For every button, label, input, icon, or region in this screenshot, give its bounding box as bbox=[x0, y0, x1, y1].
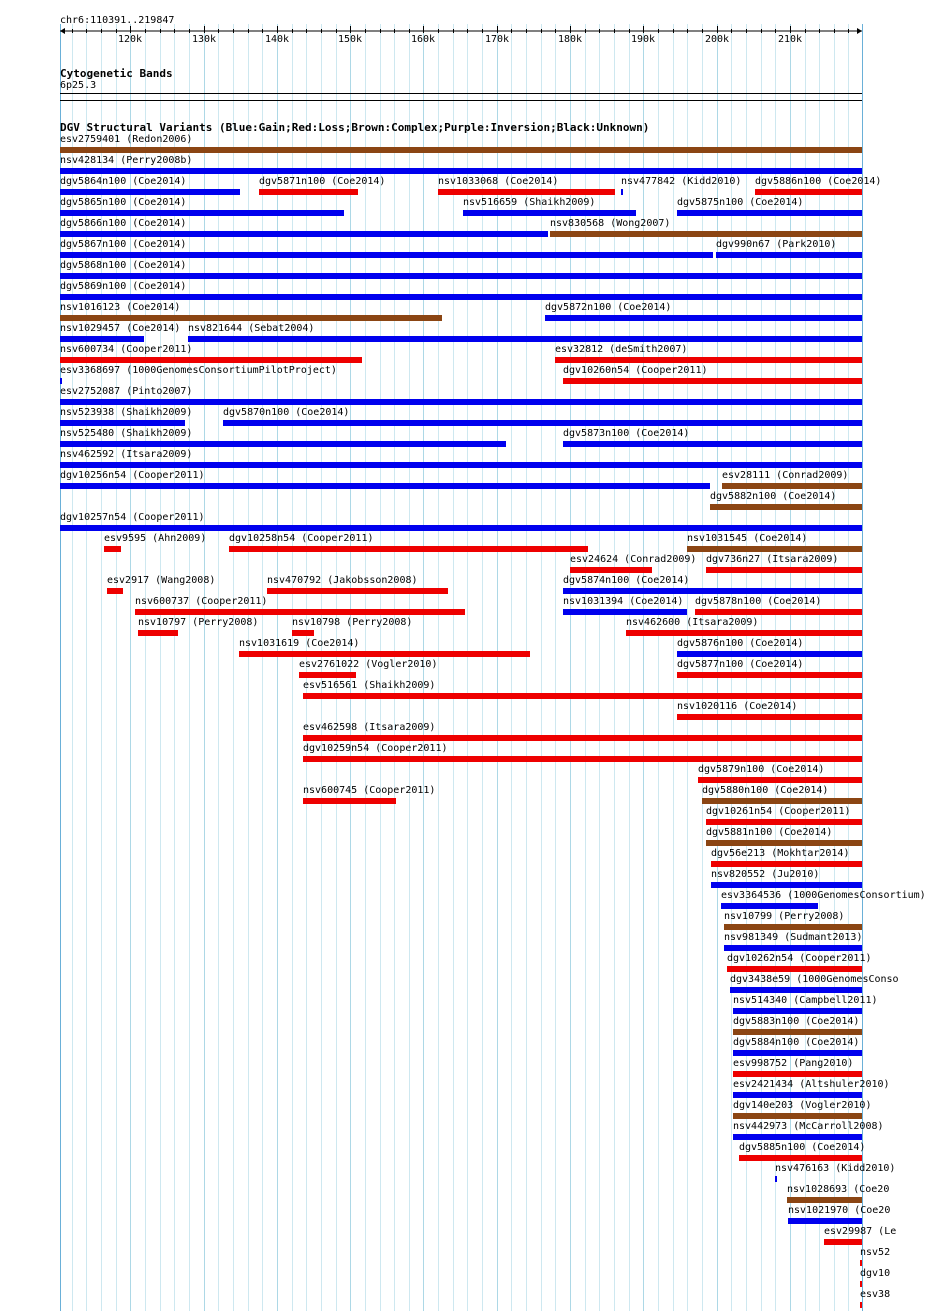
cytoband-bottom-line bbox=[60, 100, 862, 101]
variant-label[interactable]: dgv56e213 (Mokhtar2014) bbox=[711, 848, 850, 859]
ruler-tick-label: 190k bbox=[630, 34, 656, 45]
variant-label[interactable]: dgv140e203 (Vogler2010) bbox=[733, 1100, 872, 1111]
variant-bar-gain[interactable] bbox=[677, 651, 862, 657]
variant-label[interactable]: esv462598 (Itsara2009) bbox=[303, 722, 436, 733]
variant-bar-gain[interactable] bbox=[60, 441, 506, 447]
variant-label[interactable]: dgv5874n100 (Coe2014) bbox=[563, 575, 690, 586]
variant-bar-loss[interactable] bbox=[60, 357, 362, 363]
variant-bar-complex[interactable] bbox=[733, 1029, 862, 1035]
variant-bar-gain[interactable] bbox=[60, 189, 240, 195]
variant-label[interactable]: dgv5868n100 (Coe2014) bbox=[60, 260, 187, 271]
variant-bar-complex[interactable] bbox=[687, 546, 862, 552]
variant-bar-gain[interactable] bbox=[788, 1218, 862, 1224]
variant-label[interactable]: dgv10 bbox=[860, 1268, 891, 1279]
variant-bar-loss[interactable] bbox=[824, 1239, 862, 1245]
variant-label[interactable]: dgv10262n54 (Cooper2011) bbox=[727, 953, 872, 964]
variant-bar-gain[interactable] bbox=[563, 588, 862, 594]
variant-label[interactable]: dgv10261n54 (Cooper2011) bbox=[706, 806, 851, 817]
variant-bar-complex[interactable] bbox=[60, 147, 862, 153]
variant-label[interactable]: dgv5885n100 (Coe2014) bbox=[739, 1142, 866, 1153]
variant-label[interactable]: esv38 bbox=[860, 1289, 891, 1300]
variant-bar-loss[interactable] bbox=[107, 588, 123, 594]
variant-bar-gain[interactable] bbox=[60, 525, 862, 531]
variant-bar-loss[interactable] bbox=[695, 609, 862, 615]
variant-label[interactable]: dgv5882n100 (Coe2014) bbox=[710, 491, 837, 502]
variant-bar-gain[interactable] bbox=[60, 168, 862, 174]
variant-bar-complex[interactable] bbox=[710, 504, 862, 510]
variant-bar-loss[interactable] bbox=[299, 672, 356, 678]
variant-label[interactable]: nsv52 bbox=[860, 1247, 891, 1258]
variant-label[interactable]: dgv3438e59 (1000GenomesConso bbox=[730, 974, 899, 985]
variant-label[interactable]: nsv1029457 (Coe2014) bbox=[60, 323, 181, 334]
variant-bar-loss[interactable] bbox=[555, 357, 862, 363]
variant-label[interactable]: esv2421434 (Altshuler2010) bbox=[733, 1079, 890, 1090]
variant-label[interactable]: nsv1016123 (Coe2014) bbox=[60, 302, 181, 313]
variant-label[interactable]: dgv5869n100 (Coe2014) bbox=[60, 281, 187, 292]
variant-label[interactable]: dgv5872n100 (Coe2014) bbox=[545, 302, 672, 313]
variant-bar-gain[interactable] bbox=[60, 336, 144, 342]
variant-bar-loss[interactable] bbox=[303, 798, 396, 804]
variant-bar-gain[interactable] bbox=[60, 273, 862, 279]
variant-label[interactable]: nsv1031545 (Coe2014) bbox=[687, 533, 808, 544]
variant-label[interactable]: dgv5880n100 (Coe2014) bbox=[702, 785, 829, 796]
variant-label[interactable]: dgv5870n100 (Coe2014) bbox=[223, 407, 350, 418]
variant-bar-complex[interactable] bbox=[702, 798, 862, 804]
variant-bar-loss[interactable] bbox=[239, 651, 530, 657]
variant-bar-loss[interactable] bbox=[135, 609, 465, 615]
dgv-track-title: DGV Structural Variants (Blue:Gain;Red:Loss;Brown:Complex;Purple:Inversion;Black:Unknown) bbox=[60, 121, 650, 134]
variant-label[interactable]: nsv516659 (Shaikh2009) bbox=[463, 197, 596, 208]
variant-bar-gain[interactable] bbox=[716, 252, 862, 258]
variant-label[interactable]: esv32812 (deSmith2007) bbox=[555, 344, 688, 355]
variant-label[interactable]: dgv5864n100 (Coe2014) bbox=[60, 176, 187, 187]
variant-bar-loss[interactable] bbox=[727, 966, 862, 972]
variant-label[interactable]: esv29987 (Le bbox=[824, 1226, 897, 1237]
variant-label[interactable]: nsv442973 (McCarroll2008) bbox=[733, 1121, 884, 1132]
variant-label[interactable]: dgv5881n100 (Coe2014) bbox=[706, 827, 833, 838]
variant-label[interactable]: dgv10259n54 (Cooper2011) bbox=[303, 743, 448, 754]
variant-bar-gain[interactable] bbox=[60, 378, 62, 384]
ruler-tick-label: 200k bbox=[704, 34, 730, 45]
variant-bar-loss[interactable] bbox=[104, 546, 121, 552]
variant-label[interactable]: nsv600737 (Cooper2011) bbox=[135, 596, 268, 607]
variant-bar-loss[interactable] bbox=[860, 1302, 862, 1308]
variant-label[interactable]: dgv5879n100 (Coe2014) bbox=[698, 764, 825, 775]
variant-bar-loss[interactable] bbox=[570, 567, 652, 573]
variant-label[interactable]: nsv820552 (Ju2010) bbox=[711, 869, 820, 880]
variant-label[interactable]: nsv470792 (Jakobsson2008) bbox=[267, 575, 418, 586]
variant-bar-gain[interactable] bbox=[775, 1176, 777, 1182]
region-label: chr6:110391..219847 bbox=[60, 15, 175, 26]
variant-label[interactable]: nsv1031394 (Coe2014) bbox=[563, 596, 684, 607]
variant-label[interactable]: dgv5871n100 (Coe2014) bbox=[259, 176, 386, 187]
variant-label[interactable]: dgv5883n100 (Coe2014) bbox=[733, 1016, 860, 1027]
variant-label[interactable]: dgv5876n100 (Coe2014) bbox=[677, 638, 804, 649]
variant-bar-loss[interactable] bbox=[229, 546, 588, 552]
ruler-tick-label: 150k bbox=[337, 34, 363, 45]
variant-bar-loss[interactable] bbox=[706, 567, 862, 573]
variant-bar-loss[interactable] bbox=[138, 630, 178, 636]
variant-label[interactable]: nsv1021970 (Coe20 bbox=[788, 1205, 891, 1216]
variant-label[interactable]: dgv10258n54 (Cooper2011) bbox=[229, 533, 374, 544]
variant-label[interactable]: nsv821644 (Sebat2004) bbox=[188, 323, 315, 334]
variant-label[interactable]: nsv981349 (Sudmant2013) bbox=[724, 932, 863, 943]
variant-bar-loss[interactable] bbox=[563, 378, 862, 384]
variant-label[interactable]: dgv10257n54 (Cooper2011) bbox=[60, 512, 205, 523]
variant-label[interactable]: esv2917 (Wang2008) bbox=[107, 575, 216, 586]
variant-label[interactable]: esv998752 (Pang2010) bbox=[733, 1058, 854, 1069]
variant-bar-gain[interactable] bbox=[730, 987, 862, 993]
variant-bar-loss[interactable] bbox=[303, 735, 862, 741]
variant-label[interactable]: nsv476163 (Kidd2010) bbox=[775, 1163, 896, 1174]
variant-label[interactable]: dgv5886n100 (Coe2014) bbox=[755, 176, 882, 187]
variant-bar-gain[interactable] bbox=[60, 294, 862, 300]
variant-label[interactable]: esv3364536 (1000GenomesConsortium) bbox=[721, 890, 926, 901]
variant-bar-gain[interactable] bbox=[60, 483, 710, 489]
variant-bar-complex[interactable] bbox=[787, 1197, 862, 1203]
variant-bar-loss[interactable] bbox=[733, 1071, 862, 1077]
variant-label[interactable]: nsv1031619 (Coe2014) bbox=[239, 638, 360, 649]
variant-label[interactable]: esv28111 (Conrad2009) bbox=[722, 470, 849, 481]
variant-bar-gain[interactable] bbox=[733, 1092, 862, 1098]
variant-label[interactable]: nsv462592 (Itsara2009) bbox=[60, 449, 193, 460]
variant-bar-gain[interactable] bbox=[733, 1050, 862, 1056]
variant-bar-loss[interactable] bbox=[711, 861, 862, 867]
variant-bar-loss[interactable] bbox=[677, 672, 862, 678]
variant-bar-loss[interactable] bbox=[259, 189, 358, 195]
cytoband-track-title: Cytogenetic Bands bbox=[60, 67, 173, 80]
variant-label[interactable]: nsv1020116 (Coe2014) bbox=[677, 701, 798, 712]
variant-bar-loss[interactable] bbox=[706, 819, 862, 825]
variant-bar-loss[interactable] bbox=[292, 630, 314, 636]
variant-bar-gain[interactable] bbox=[563, 441, 862, 447]
variant-label[interactable]: nsv1028693 (Coe20 bbox=[787, 1184, 890, 1195]
variant-bar-gain[interactable] bbox=[711, 882, 862, 888]
ruler-tick-label: 180k bbox=[557, 34, 583, 45]
variant-bar-complex[interactable] bbox=[60, 315, 442, 321]
variant-bar-loss[interactable] bbox=[438, 189, 615, 195]
variant-bar-gain[interactable] bbox=[60, 231, 548, 237]
variant-label[interactable]: esv24624 (Conrad2009) bbox=[570, 554, 697, 565]
variant-bar-gain[interactable] bbox=[60, 210, 344, 216]
ruler-tick-label: 160k bbox=[410, 34, 436, 45]
variant-label[interactable]: nsv600745 (Cooper2011) bbox=[303, 785, 436, 796]
variant-label[interactable]: esv516561 (Shaikh2009) bbox=[303, 680, 436, 691]
cytoband-ideogram[interactable] bbox=[60, 93, 862, 94]
variant-label[interactable]: nsv477842 (Kidd2010) bbox=[621, 176, 742, 187]
variant-label[interactable]: nsv10799 (Perry2008) bbox=[724, 911, 845, 922]
variant-bar-gain[interactable] bbox=[721, 903, 818, 909]
variant-bar-loss[interactable] bbox=[303, 756, 862, 762]
variant-label[interactable]: dgv5877n100 (Coe2014) bbox=[677, 659, 804, 670]
variant-bar-complex[interactable] bbox=[724, 924, 862, 930]
variant-label[interactable]: dgv5884n100 (Coe2014) bbox=[733, 1037, 860, 1048]
variant-bar-gain[interactable] bbox=[60, 399, 862, 405]
variant-label[interactable]: dgv5878n100 (Coe2014) bbox=[695, 596, 822, 607]
variant-bar-gain[interactable] bbox=[724, 945, 862, 951]
variant-label[interactable]: nsv523938 (Shaikh2009) bbox=[60, 407, 193, 418]
variant-bar-loss[interactable] bbox=[698, 777, 862, 783]
variant-label[interactable]: nsv10798 (Perry2008) bbox=[292, 617, 413, 628]
variant-label[interactable]: nsv830568 (Wong2007) bbox=[550, 218, 671, 229]
variant-bar-gain[interactable] bbox=[60, 462, 862, 468]
variant-label[interactable]: nsv525480 (Shaikh2009) bbox=[60, 428, 193, 439]
ruler-tick-label: 210k bbox=[777, 34, 803, 45]
variant-bar-gain[interactable] bbox=[733, 1008, 862, 1014]
variant-bar-loss[interactable] bbox=[860, 1281, 862, 1287]
variant-label[interactable]: dgv10260n54 (Cooper2011) bbox=[563, 365, 708, 376]
ruler-tick-label: 170k bbox=[484, 34, 510, 45]
variant-label[interactable]: nsv600734 (Cooper2011) bbox=[60, 344, 193, 355]
variant-bar-loss[interactable] bbox=[626, 630, 862, 636]
variant-label[interactable]: dgv736n27 (Itsara2009) bbox=[706, 554, 839, 565]
variant-bar-loss[interactable] bbox=[860, 1260, 862, 1266]
variant-label[interactable]: dgv5875n100 (Coe2014) bbox=[677, 197, 804, 208]
variant-bar-gain[interactable] bbox=[188, 336, 862, 342]
variant-label[interactable]: nsv428134 (Perry2008b) bbox=[60, 155, 193, 166]
variant-bar-gain[interactable] bbox=[733, 1134, 862, 1140]
variant-label[interactable]: dgv5867n100 (Coe2014) bbox=[60, 239, 187, 250]
variant-bar-gain[interactable] bbox=[60, 420, 185, 426]
variant-label[interactable]: esv9595 (Ahn2009) bbox=[104, 533, 207, 544]
ruler-tick-label: 130k bbox=[191, 34, 217, 45]
variant-label[interactable]: nsv462600 (Itsara2009) bbox=[626, 617, 759, 628]
variant-label[interactable]: esv3368697 (1000GenomesConsortiumPilotProject) bbox=[60, 365, 337, 376]
variant-label[interactable]: dgv5865n100 (Coe2014) bbox=[60, 197, 187, 208]
variant-label[interactable]: dgv10256n54 (Cooper2011) bbox=[60, 470, 205, 481]
variant-label[interactable]: esv2752087 (Pinto2007) bbox=[60, 386, 193, 397]
variant-bar-gain[interactable] bbox=[60, 252, 713, 258]
variant-label[interactable]: dgv5866n100 (Coe2014) bbox=[60, 218, 187, 229]
variant-label[interactable]: esv2761022 (Vogler2010) bbox=[299, 659, 438, 670]
variant-bar-gain[interactable] bbox=[545, 315, 862, 321]
variant-bar-loss[interactable] bbox=[303, 693, 862, 699]
variant-label[interactable]: dgv990n67 (Park2010) bbox=[716, 239, 837, 250]
variant-label[interactable]: esv2759401 (Redon2006) bbox=[60, 134, 193, 145]
variant-label[interactable]: dgv5873n100 (Coe2014) bbox=[563, 428, 690, 439]
ruler-tick-label: 140k bbox=[264, 34, 290, 45]
variant-bar-loss[interactable] bbox=[755, 189, 862, 195]
variant-label[interactable]: nsv514340 (Campbell2011) bbox=[733, 995, 878, 1006]
variant-bar-gain[interactable] bbox=[463, 210, 636, 216]
variant-bar-gain[interactable] bbox=[621, 189, 623, 195]
cytoband-label: 6p25.3 bbox=[60, 80, 97, 91]
variant-bar-loss[interactable] bbox=[739, 1155, 862, 1161]
variant-bar-gain[interactable] bbox=[677, 210, 862, 216]
ruler-tick-label: 120k bbox=[117, 34, 143, 45]
variant-bar-complex[interactable] bbox=[733, 1113, 862, 1119]
variant-bar-gain[interactable] bbox=[563, 609, 687, 615]
variant-bar-complex[interactable] bbox=[706, 840, 862, 846]
variant-label[interactable]: nsv10797 (Perry2008) bbox=[138, 617, 259, 628]
variant-bar-loss[interactable] bbox=[677, 714, 862, 720]
variant-bar-complex[interactable] bbox=[722, 483, 862, 489]
variant-label[interactable]: nsv1033068 (Coe2014) bbox=[438, 176, 559, 187]
variant-bar-complex[interactable] bbox=[550, 231, 862, 237]
variant-bar-gain[interactable] bbox=[223, 420, 862, 426]
variant-bar-loss[interactable] bbox=[267, 588, 448, 594]
